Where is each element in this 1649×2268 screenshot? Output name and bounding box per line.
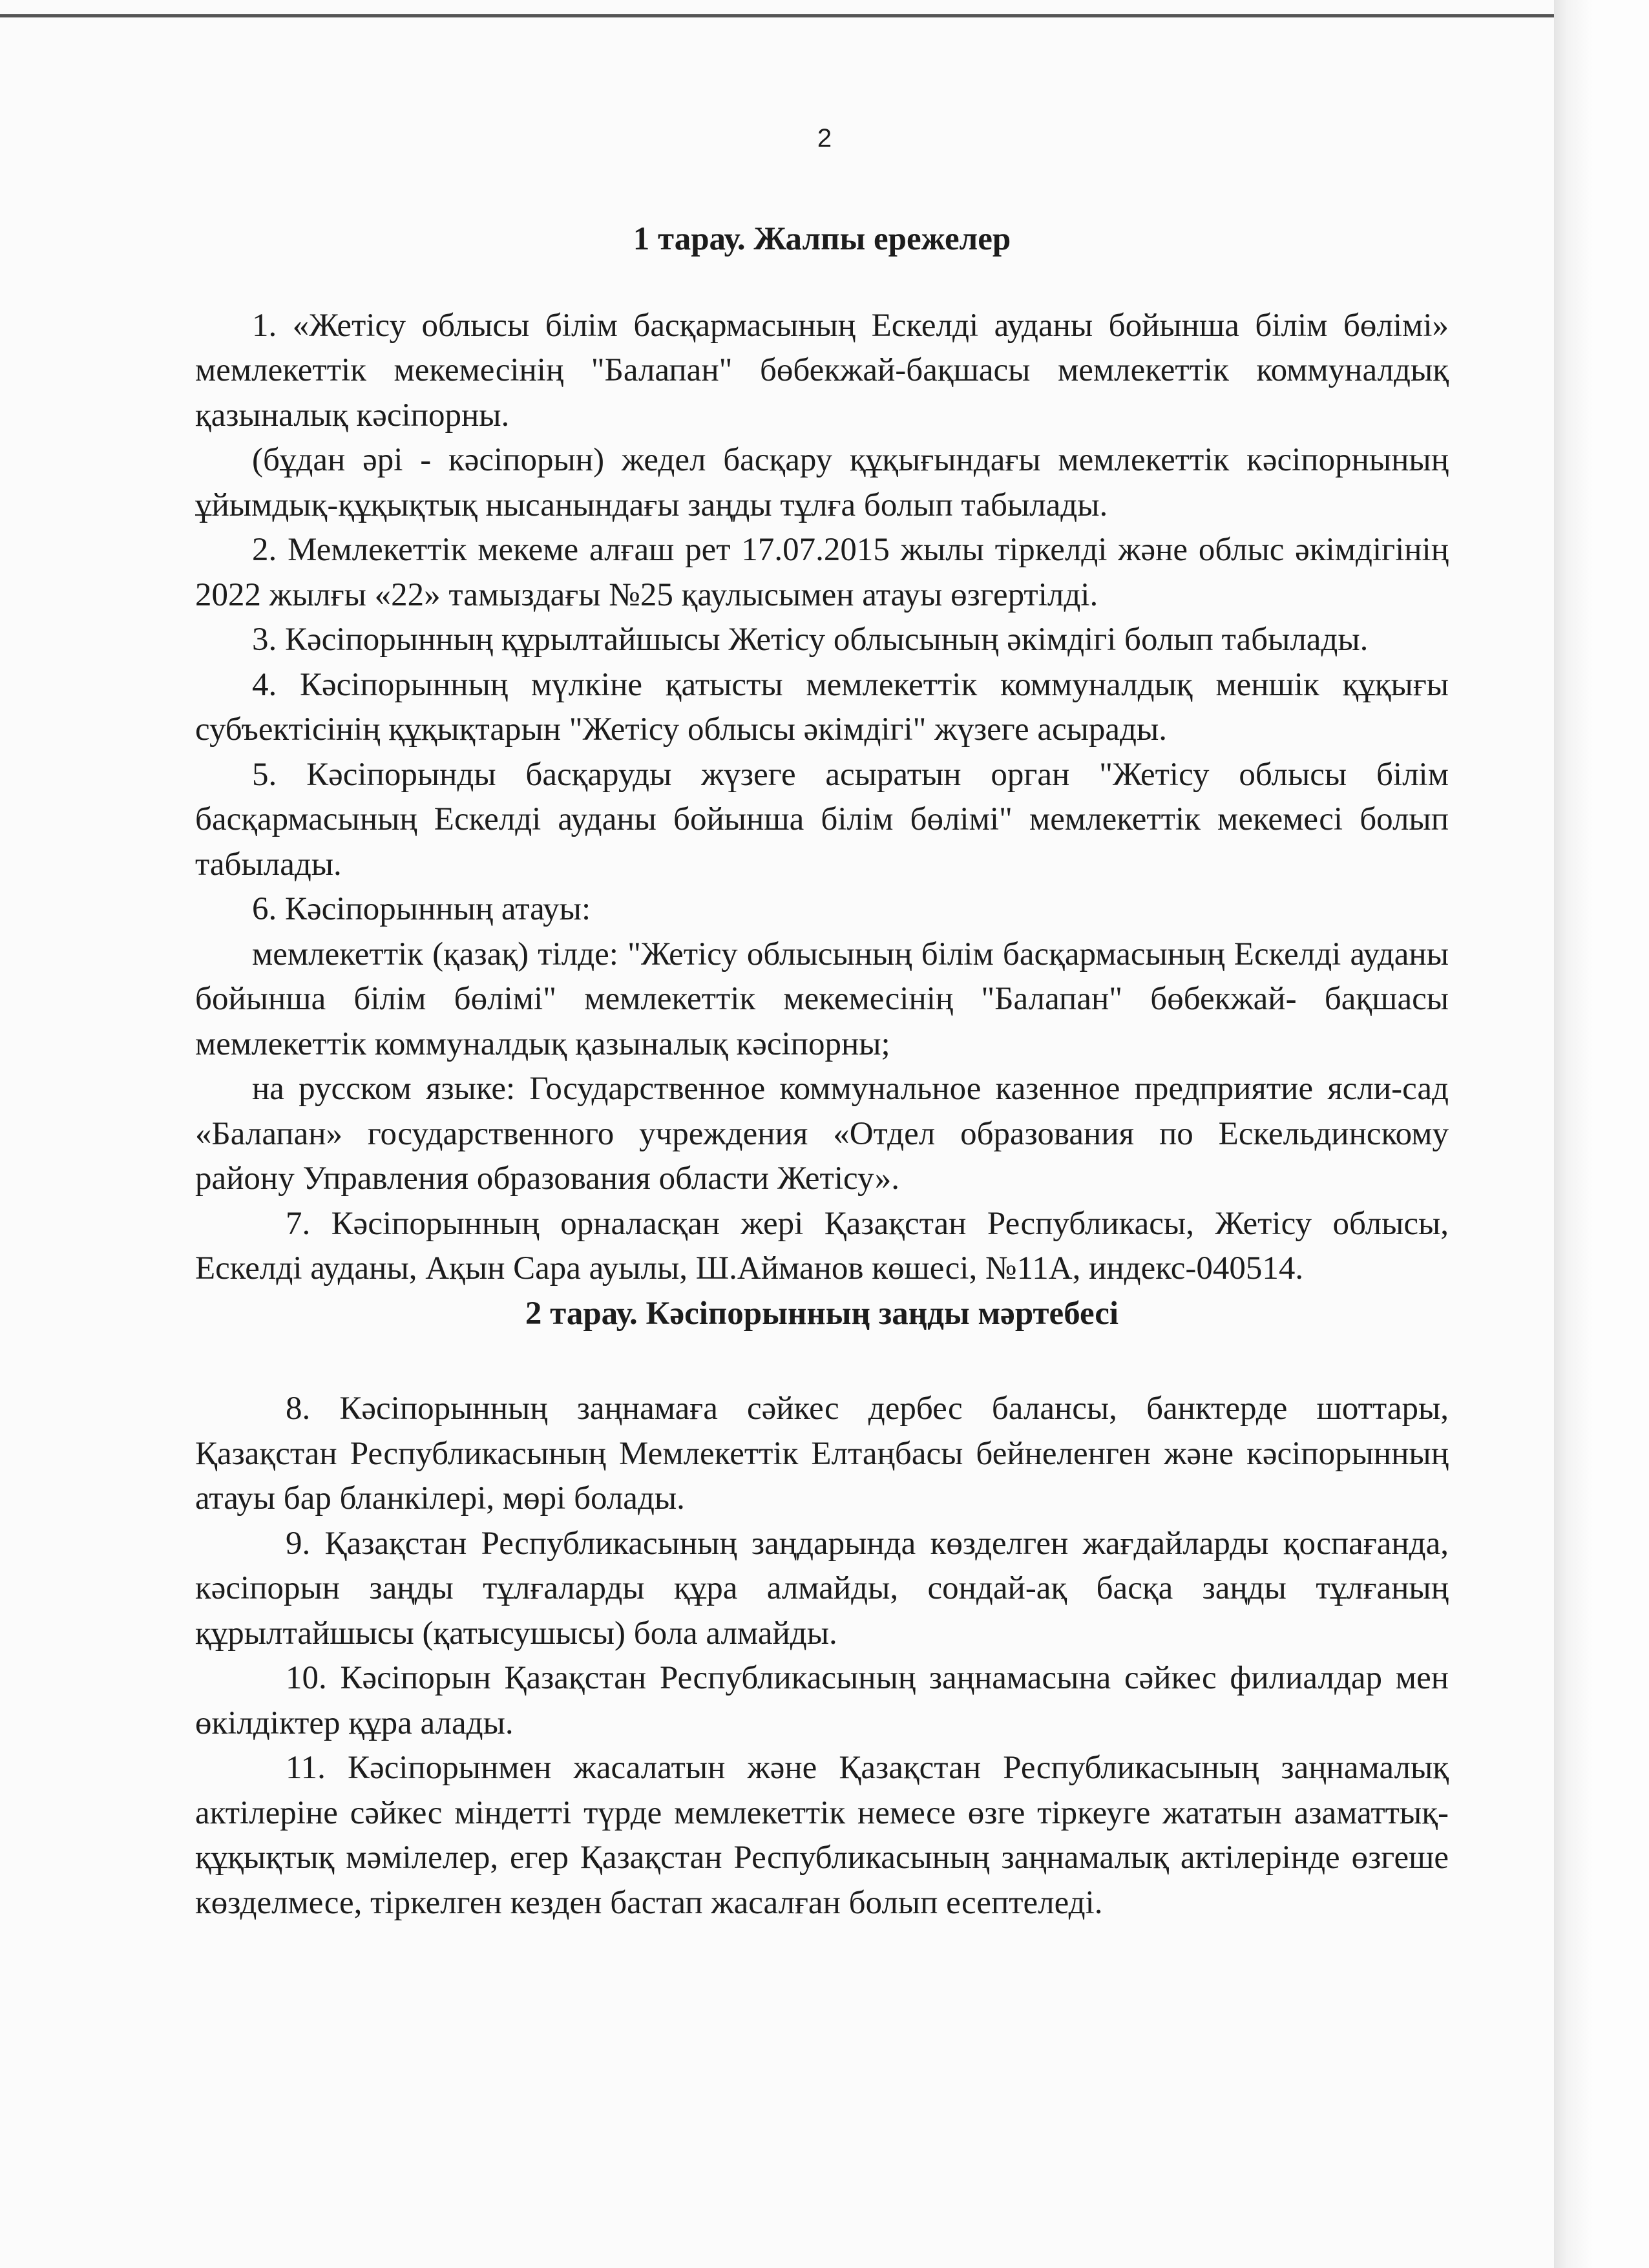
section-title-1: 1 тарау. Жалпы ережелер bbox=[633, 221, 1011, 257]
paragraph-9: 9. Қазақстан Республикасының заңдарында көзделген жағдайларды қоспағанда, кәсіпорын заңды тұлғаларды құра алмайды, сондай-ақ басқа заңды тұлғаның құрылтайшысы (қатысушысы) бола алмайды. bbox=[195, 1525, 1449, 1652]
paragraph-1: 1. «Жетісу облысы білім басқармасының Ескелді ауданы бойынша білім бөлімі» мемлекеттік мекемесінің "Балапан" бөбекжай-бақшасы мемлекеттік коммуналдық қазыналық кәсіпорны. bbox=[195, 307, 1449, 434]
paragraph-11: 11. Кәсіпорынмен жасалатын және Қазақстан Республикасының заңнамалық актілеріне сәйкес міндетті түрде мемлекеттік немесе өзге тіркеуге жататын азаматтық-құқықтық мәмілелер, егер Қазақстан Республикасының заңнамалық актілерінде өзгеше көзделмесе, тіркелген кезден бастап жасалған болып есептеледі. bbox=[195, 1750, 1449, 1921]
scan-right-edge bbox=[1554, 0, 1649, 2268]
paragraph-1-continued: (бұдан әрі - кәсіпорын) жедел басқару құқығындағы мемлекеттік кәсіпорнының ұйымдық-құқықтық нысанындағы заңды тұлға болып табылады. bbox=[195, 442, 1449, 523]
paragraph-8: 8. Кәсіпорынның заңнамаға сәйкес дербес балансы, банктерде шоттары, Қазақстан Республикасының Мемлекеттік Елтаңбасы бейнеленген және кәсіпорынның атауы бар бланкілері, мөрі болады. bbox=[195, 1391, 1449, 1517]
paragraph-6-kazakh-name: мемлекеттік (қазақ) тілде: "Жетісу облысының білім басқармасының Ескелді ауданы бойынша білім бөлімі" мемлекеттік мекемесінің "Балапан" бөбекжай- бақшасы мемлекеттік коммуналдық қазыналық кәсіпорны; bbox=[195, 936, 1449, 1062]
paragraph-5: 5. Кәсіпорынды басқаруды жүзеге асыратын орган "Жетісу облысы білім басқармасының Ескелді ауданы бойынша білім бөлімі" мемлекеттік мекемесі болып табылады. bbox=[195, 756, 1449, 883]
page-number: 2 bbox=[817, 124, 832, 152]
section-title-2: 2 тарау. Кәсіпорынның заңды мәртебесі bbox=[525, 1295, 1119, 1332]
paragraph-10: 10. Кәсіпорын Қазақстан Республикасының заңнамасына сәйкес филиалдар мен өкілдіктер құра алады. bbox=[195, 1660, 1449, 1741]
paragraph-2: 2. Мемлекеттік мекеме алғаш рет 17.07.2015 жылы тіркелді және облыс әкімдігінің 2022 жылғы «22» тамыздағы №25 қаулысымен атауы өзгертілді. bbox=[195, 532, 1449, 613]
paragraph-4: 4. Кәсіпорынның мүлкіне қатысты мемлекеттік коммуналдық меншік құқығы субъектісінің құқықтарын "Жетісу облысы әкімдігі" жүзеге асырады. bbox=[195, 666, 1449, 748]
paragraph-3: 3. Кәсіпорынның құрылтайшысы Жетісу облысының әкімдігі болып табылады. bbox=[252, 622, 1369, 658]
document-body bbox=[195, 217, 1449, 1926]
scan-top-edge bbox=[0, 14, 1564, 17]
paragraph-6-russian-name: на русском языке: Государственное коммунальное казенное предприятие ясли-сад «Балапан» государственного учреждения «Отдел образования по Ескельдинскому району Управления образования области Жетісу». bbox=[195, 1071, 1449, 1197]
paragraph-6: 6. Кәсіпорынның атауы: bbox=[252, 891, 591, 927]
paragraph-7: 7. Кәсіпорынның орналасқан жері Қазақстан Республикасы, Жетісу облысы, Ескелді ауданы, Ақын Сара ауылы, Ш.Айманов көшесі, №11А, индекс-040514. bbox=[195, 1205, 1449, 1286]
